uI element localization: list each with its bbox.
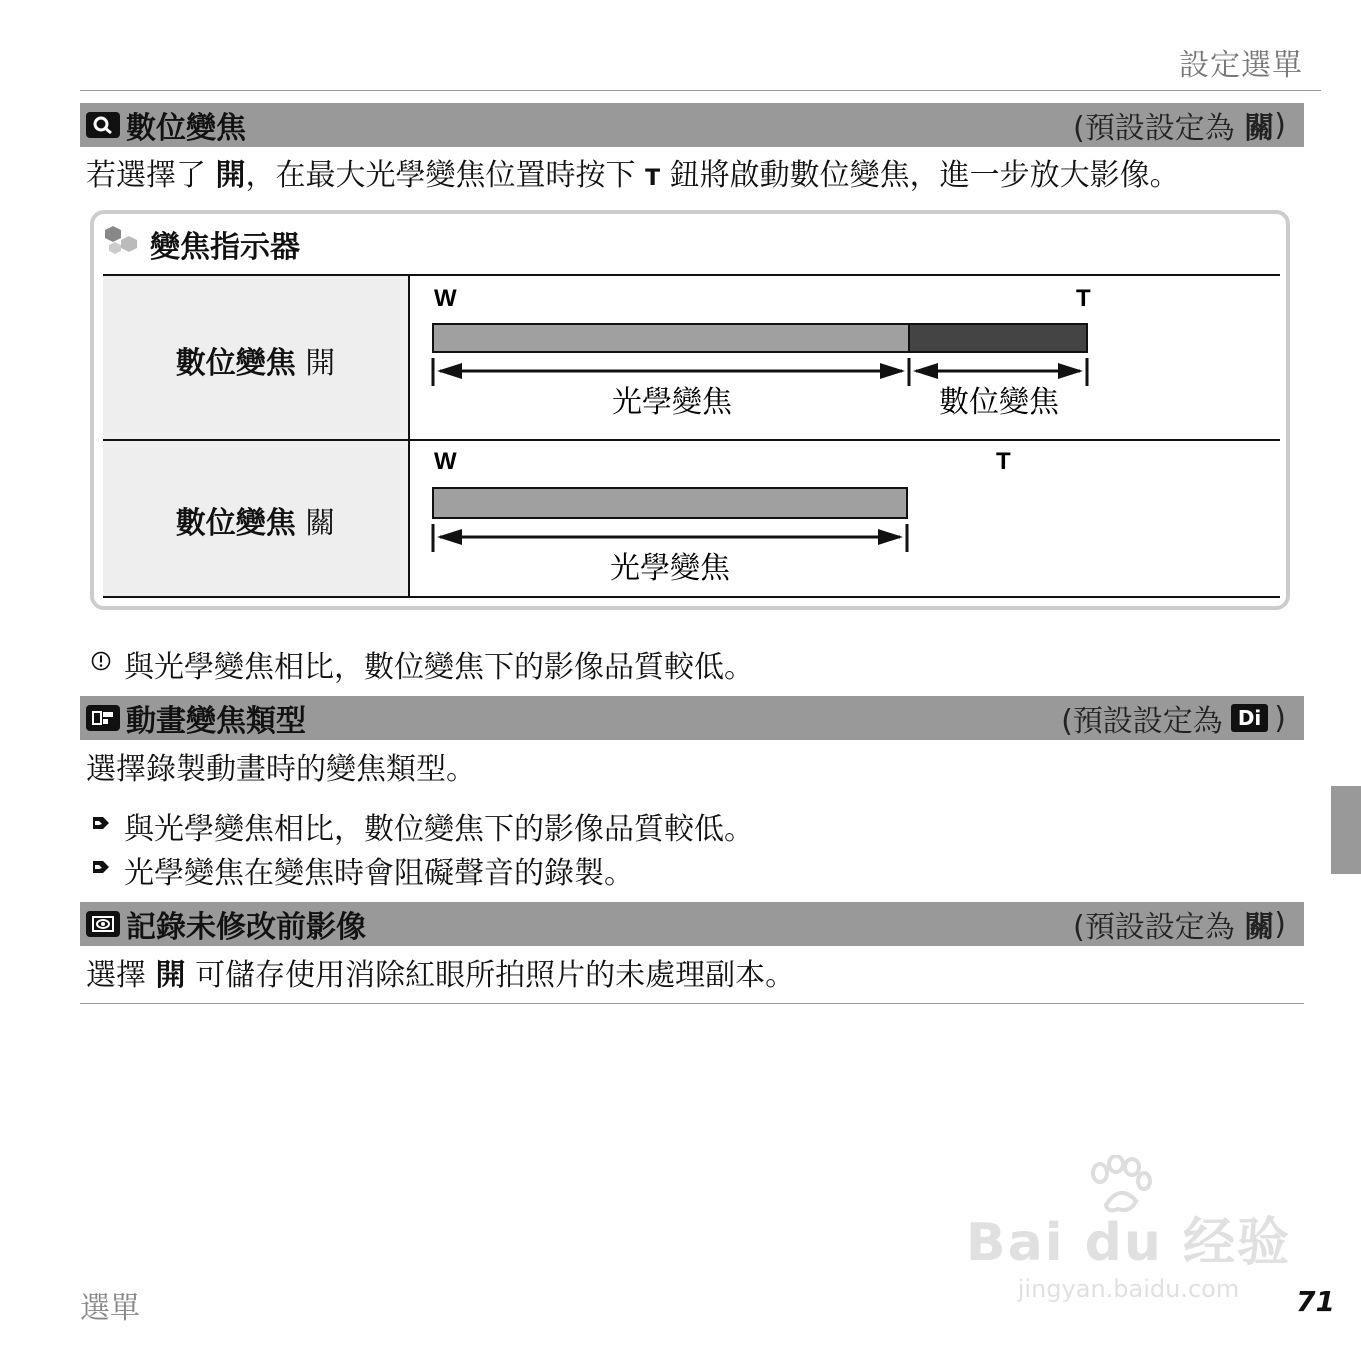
section-description: 選擇錄製動畫時的變焦類型。 xyxy=(86,752,476,787)
zoom-diagram-digital-on xyxy=(410,274,1280,439)
default-setting: (預設設定為 關 ) xyxy=(1073,906,1286,945)
pencil-note-icon xyxy=(88,813,114,839)
section-title: 動畫變焦類型 xyxy=(126,704,306,739)
optical-zoom-label: 光學變焦 xyxy=(612,385,732,420)
baidu-watermark xyxy=(966,1200,1291,1303)
caution-note: 與光學變焦相比，數位變焦下的影像品質較低。 xyxy=(88,642,754,686)
default-setting: (預設設定為 關 ) xyxy=(1073,107,1286,146)
zoom-indicator-title: 變焦指示器 xyxy=(150,230,300,265)
footer-chapter-label: 選單 xyxy=(80,1291,140,1326)
row-label-digital-on: 數位變焦 開 xyxy=(175,346,336,381)
memo-note: 光學變焦在變焦時會阻礙聲音的錄製。 xyxy=(88,848,634,892)
chapter-tab xyxy=(1331,786,1361,874)
memo-note: 與光學變焦相比，數位變焦下的影像品質較低。 xyxy=(88,804,754,848)
wide-end-label: W xyxy=(434,285,457,312)
zoom-diagram-digital-off xyxy=(410,439,1280,596)
watermark-url: jingyan.baidu.com xyxy=(1017,1275,1240,1303)
digital-zoom-label: 數位變焦 xyxy=(939,385,1059,420)
section-title: 數位變焦 xyxy=(126,111,246,146)
optical-zoom-label: 光學變焦 xyxy=(610,551,730,586)
wide-end-label: W xyxy=(434,448,457,475)
red-eye-icon xyxy=(86,911,120,937)
optical-zoom-bar xyxy=(433,324,909,352)
page-number: 71 xyxy=(1296,1285,1335,1318)
caution-icon xyxy=(88,651,114,677)
header-divider xyxy=(80,90,1321,91)
watermark-logo-text: Bai du 经验 xyxy=(966,1213,1291,1273)
default-setting: (預設設定為 Di ) xyxy=(1061,700,1286,739)
paw-icon xyxy=(1086,1155,1156,1219)
zoom-indicator-table xyxy=(103,274,1280,598)
tele-end-label: T xyxy=(996,448,1011,475)
di-mode-icon: Di xyxy=(1231,704,1268,732)
section-description: 選擇 開 可儲存使用消除紅眼所拍照片的未處理副本。 xyxy=(86,958,796,993)
table-rule xyxy=(103,596,1280,598)
zoom-icon xyxy=(86,112,120,138)
page-header-title: 設定選單 xyxy=(1179,48,1303,83)
section-title: 記錄未修改前影像 xyxy=(126,910,366,945)
digital-zoom-bar xyxy=(909,324,1087,352)
section-digital-zoom-bar xyxy=(80,103,1304,147)
hint-icon xyxy=(103,224,141,262)
tele-end-label: T xyxy=(1076,285,1091,312)
pencil-note-icon xyxy=(88,857,114,883)
section-movie-zoom-bar xyxy=(80,696,1304,740)
row-label-digital-off: 數位變焦 關 xyxy=(175,506,336,541)
movie-zoom-icon xyxy=(86,705,120,731)
content-divider xyxy=(80,1003,1304,1004)
optical-zoom-bar xyxy=(433,488,907,518)
section-save-original-bar xyxy=(80,902,1304,946)
section-description: 若選擇了 開，在最大光學變焦位置時按下 T 鈕將啟動數位變焦，進一步放大影像。 xyxy=(86,158,1180,193)
